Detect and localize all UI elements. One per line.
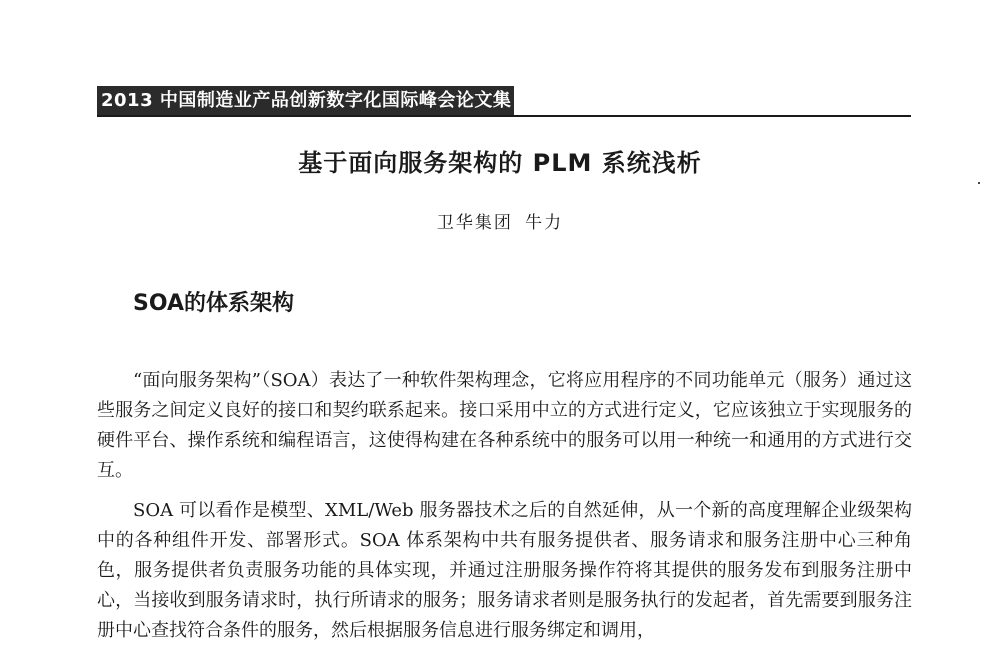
running-header: 2013 中国制造业产品创新数字化国际峰会论文集 (97, 86, 514, 116)
body-paragraph-2: SOA 可以看作是模型、XML/Web 服务器技术之后的自然延伸，从一个新的高度理解企业级架构中的各种组件开发、部署形式。SOA 体系架构中共有服务提供者、服务请求和服务注册中心三种角色，服务提供者负责服务功能的具体实现，并通过注册服务操作符将其提供的服务发布到服务注册中心，当接收到服务请求时，执行所请求的服务；服务请求者则是服务执行的发起者，首先需要到服务注册中心查找符合条件的服务，然后根据服务信息进行服务绑定和调用， (97, 500, 912, 641)
body-paragraph-1: “面向服务架构”（SOA）表达了一种软件架构理念，它将应用程序的不同功能单元（服务）通过这些服务之间定义良好的接口和契约联系起来。接口采用中立的方式进行定义，它应该独立于实现服务的硬件平台、操作系统和编程语言，这使得构建在各种系统中的服务可以用一种统一和通用的方式进行交互。 (97, 370, 912, 481)
body-text (97, 366, 912, 656)
paper-title: 基于面向服务架构的 PLM 系统浅析 (298, 149, 702, 177)
section-heading: SOA的体系架构 (133, 291, 294, 316)
page-edge-mark (978, 182, 980, 184)
header-rule (97, 115, 911, 117)
paper-authors: 卫华集团 牛力 (436, 213, 564, 233)
